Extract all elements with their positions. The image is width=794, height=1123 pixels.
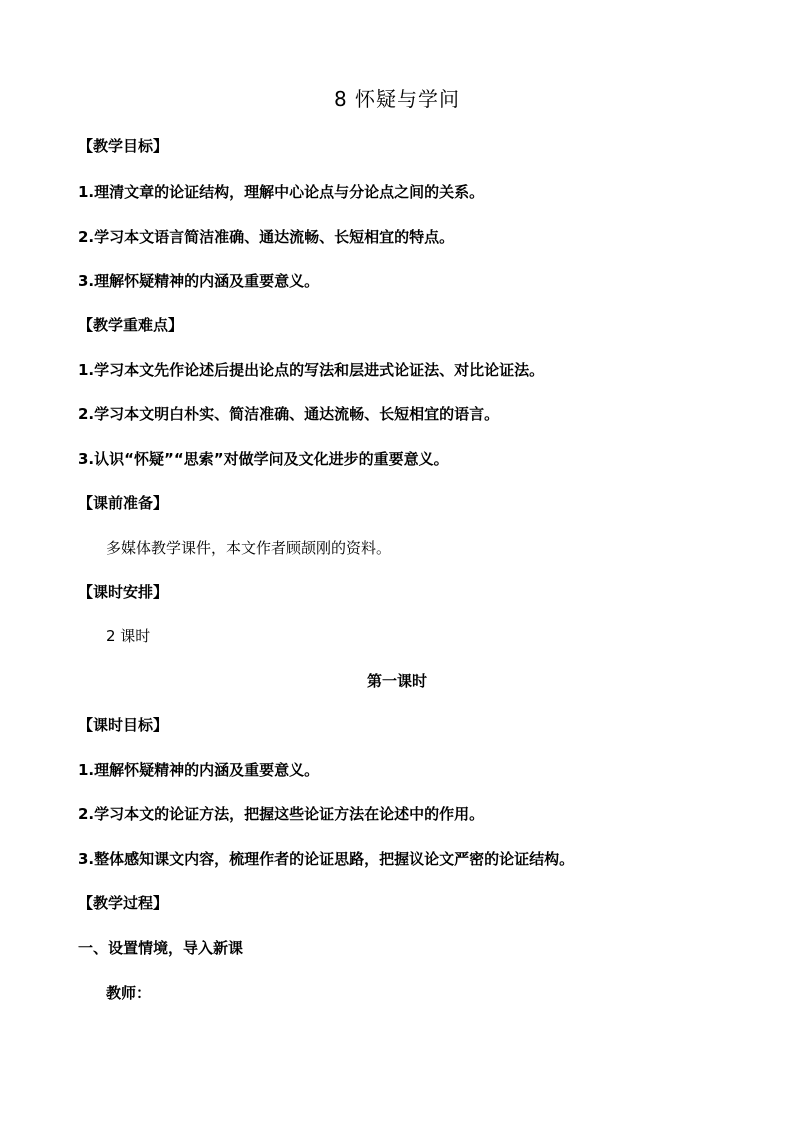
teaching-goal-item: 2.学习本文语言简洁准确、通达流畅、长短相宜的特点。 — [78, 228, 455, 246]
document-title: 8 怀疑与学问 — [333, 87, 461, 111]
process-heading: 【教学过程】 — [78, 894, 169, 912]
key-point-item: 2.学习本文明白朴实、简洁准确、通达流畅、长短相宜的语言。 — [78, 405, 500, 423]
lesson-goal-item: 1.理解怀疑精神的内涵及重要意义。 — [78, 761, 320, 779]
preparation-heading: 【课前准备】 — [78, 494, 169, 512]
key-point-item: 3.认识“怀疑”“思索”对做学问及文化进步的重要意义。 — [78, 450, 449, 468]
lesson-one-title: 第一课时 — [366, 672, 427, 690]
schedule-heading: 【课时安排】 — [78, 583, 169, 601]
lesson-goal-item: 2.学习本文的论证方法，把握这些论证方法在论述中的作用。 — [78, 805, 485, 823]
key-points-heading: 【教学重难点】 — [78, 316, 184, 334]
lesson-goal-item: 3.整体感知课文内容，梳理作者的论证思路，把握议论文严密的论证结构。 — [78, 850, 575, 868]
process-step-heading: 一、设置情境，导入新课 — [78, 939, 244, 957]
schedule-text: 2 课时 — [106, 627, 151, 645]
key-point-item: 1.学习本文先作论述后提出论点的写法和层进式论证法、对比论证法。 — [78, 361, 545, 379]
teaching-goal-item: 1.理清文章的论证结构，理解中心论点与分论点之间的关系。 — [78, 183, 485, 201]
lesson-goals-heading: 【课时目标】 — [78, 716, 169, 734]
teaching-goals-heading: 【教学目标】 — [78, 137, 169, 155]
preparation-text: 多媒体教学课件，本文作者顾颉刚的资料。 — [106, 539, 392, 557]
teacher-label: 教师： — [106, 984, 152, 1002]
teaching-goal-item: 3.理解怀疑精神的内涵及重要意义。 — [78, 272, 320, 290]
